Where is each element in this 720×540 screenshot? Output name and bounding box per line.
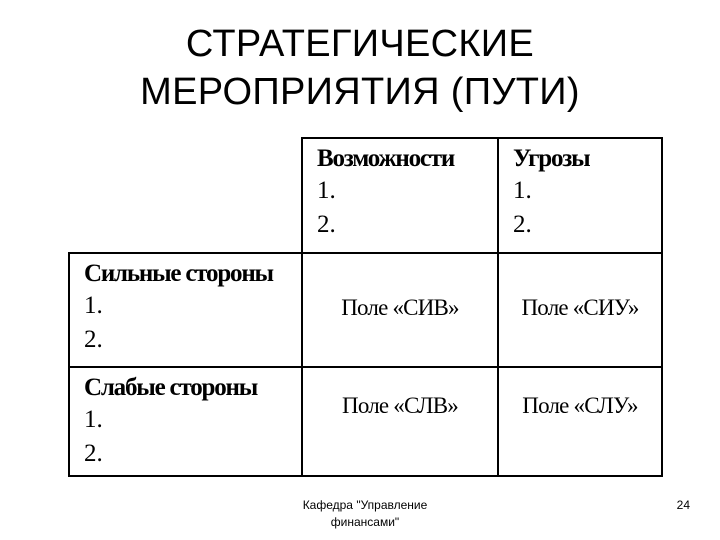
footer-line-2: финансами" xyxy=(330,515,400,529)
opportunities-item-2: 2. xyxy=(317,211,336,238)
field-slv-cell xyxy=(301,366,499,477)
opportunities-item-1: 1. xyxy=(317,177,336,204)
opportunities-header: Возможности xyxy=(317,145,455,172)
field-siu-label: Поле «СИУ» xyxy=(521,295,639,320)
threats-header: Угрозы xyxy=(513,145,590,172)
page-number: 24 xyxy=(676,498,690,512)
opportunities-cell xyxy=(301,137,499,254)
strengths-item-2: 2. xyxy=(84,326,103,353)
field-siu-cell xyxy=(497,252,663,368)
slide-title xyxy=(0,20,720,116)
strengths-cell xyxy=(68,252,303,368)
field-slu-label: Поле «СЛУ» xyxy=(522,393,638,418)
strengths-header: Сильные стороны xyxy=(84,260,273,287)
field-siv-label: Поле «СИВ» xyxy=(341,295,459,320)
weaknesses-header: Слабые стороны xyxy=(84,374,258,401)
threats-item-1: 1. xyxy=(513,177,532,204)
footer-line-1: Кафедра "Управление xyxy=(302,498,428,512)
threats-cell xyxy=(497,137,663,254)
slide-title-line-1: СТРАТЕГИЧЕСКИЕ xyxy=(185,23,535,65)
field-slv-label: Поле «СЛВ» xyxy=(342,393,458,418)
threats-item-2: 2. xyxy=(513,211,532,238)
weaknesses-cell xyxy=(68,366,303,477)
strengths-item-1: 1. xyxy=(84,292,103,319)
field-slu-cell xyxy=(497,366,663,477)
field-siv-cell xyxy=(301,252,499,368)
footer-department xyxy=(250,497,480,531)
weaknesses-item-1: 1. xyxy=(84,406,103,433)
slide-title-line-2: МЕРОПРИЯТИЯ (ПУТИ) xyxy=(140,71,580,113)
weaknesses-item-2: 2. xyxy=(84,440,103,467)
